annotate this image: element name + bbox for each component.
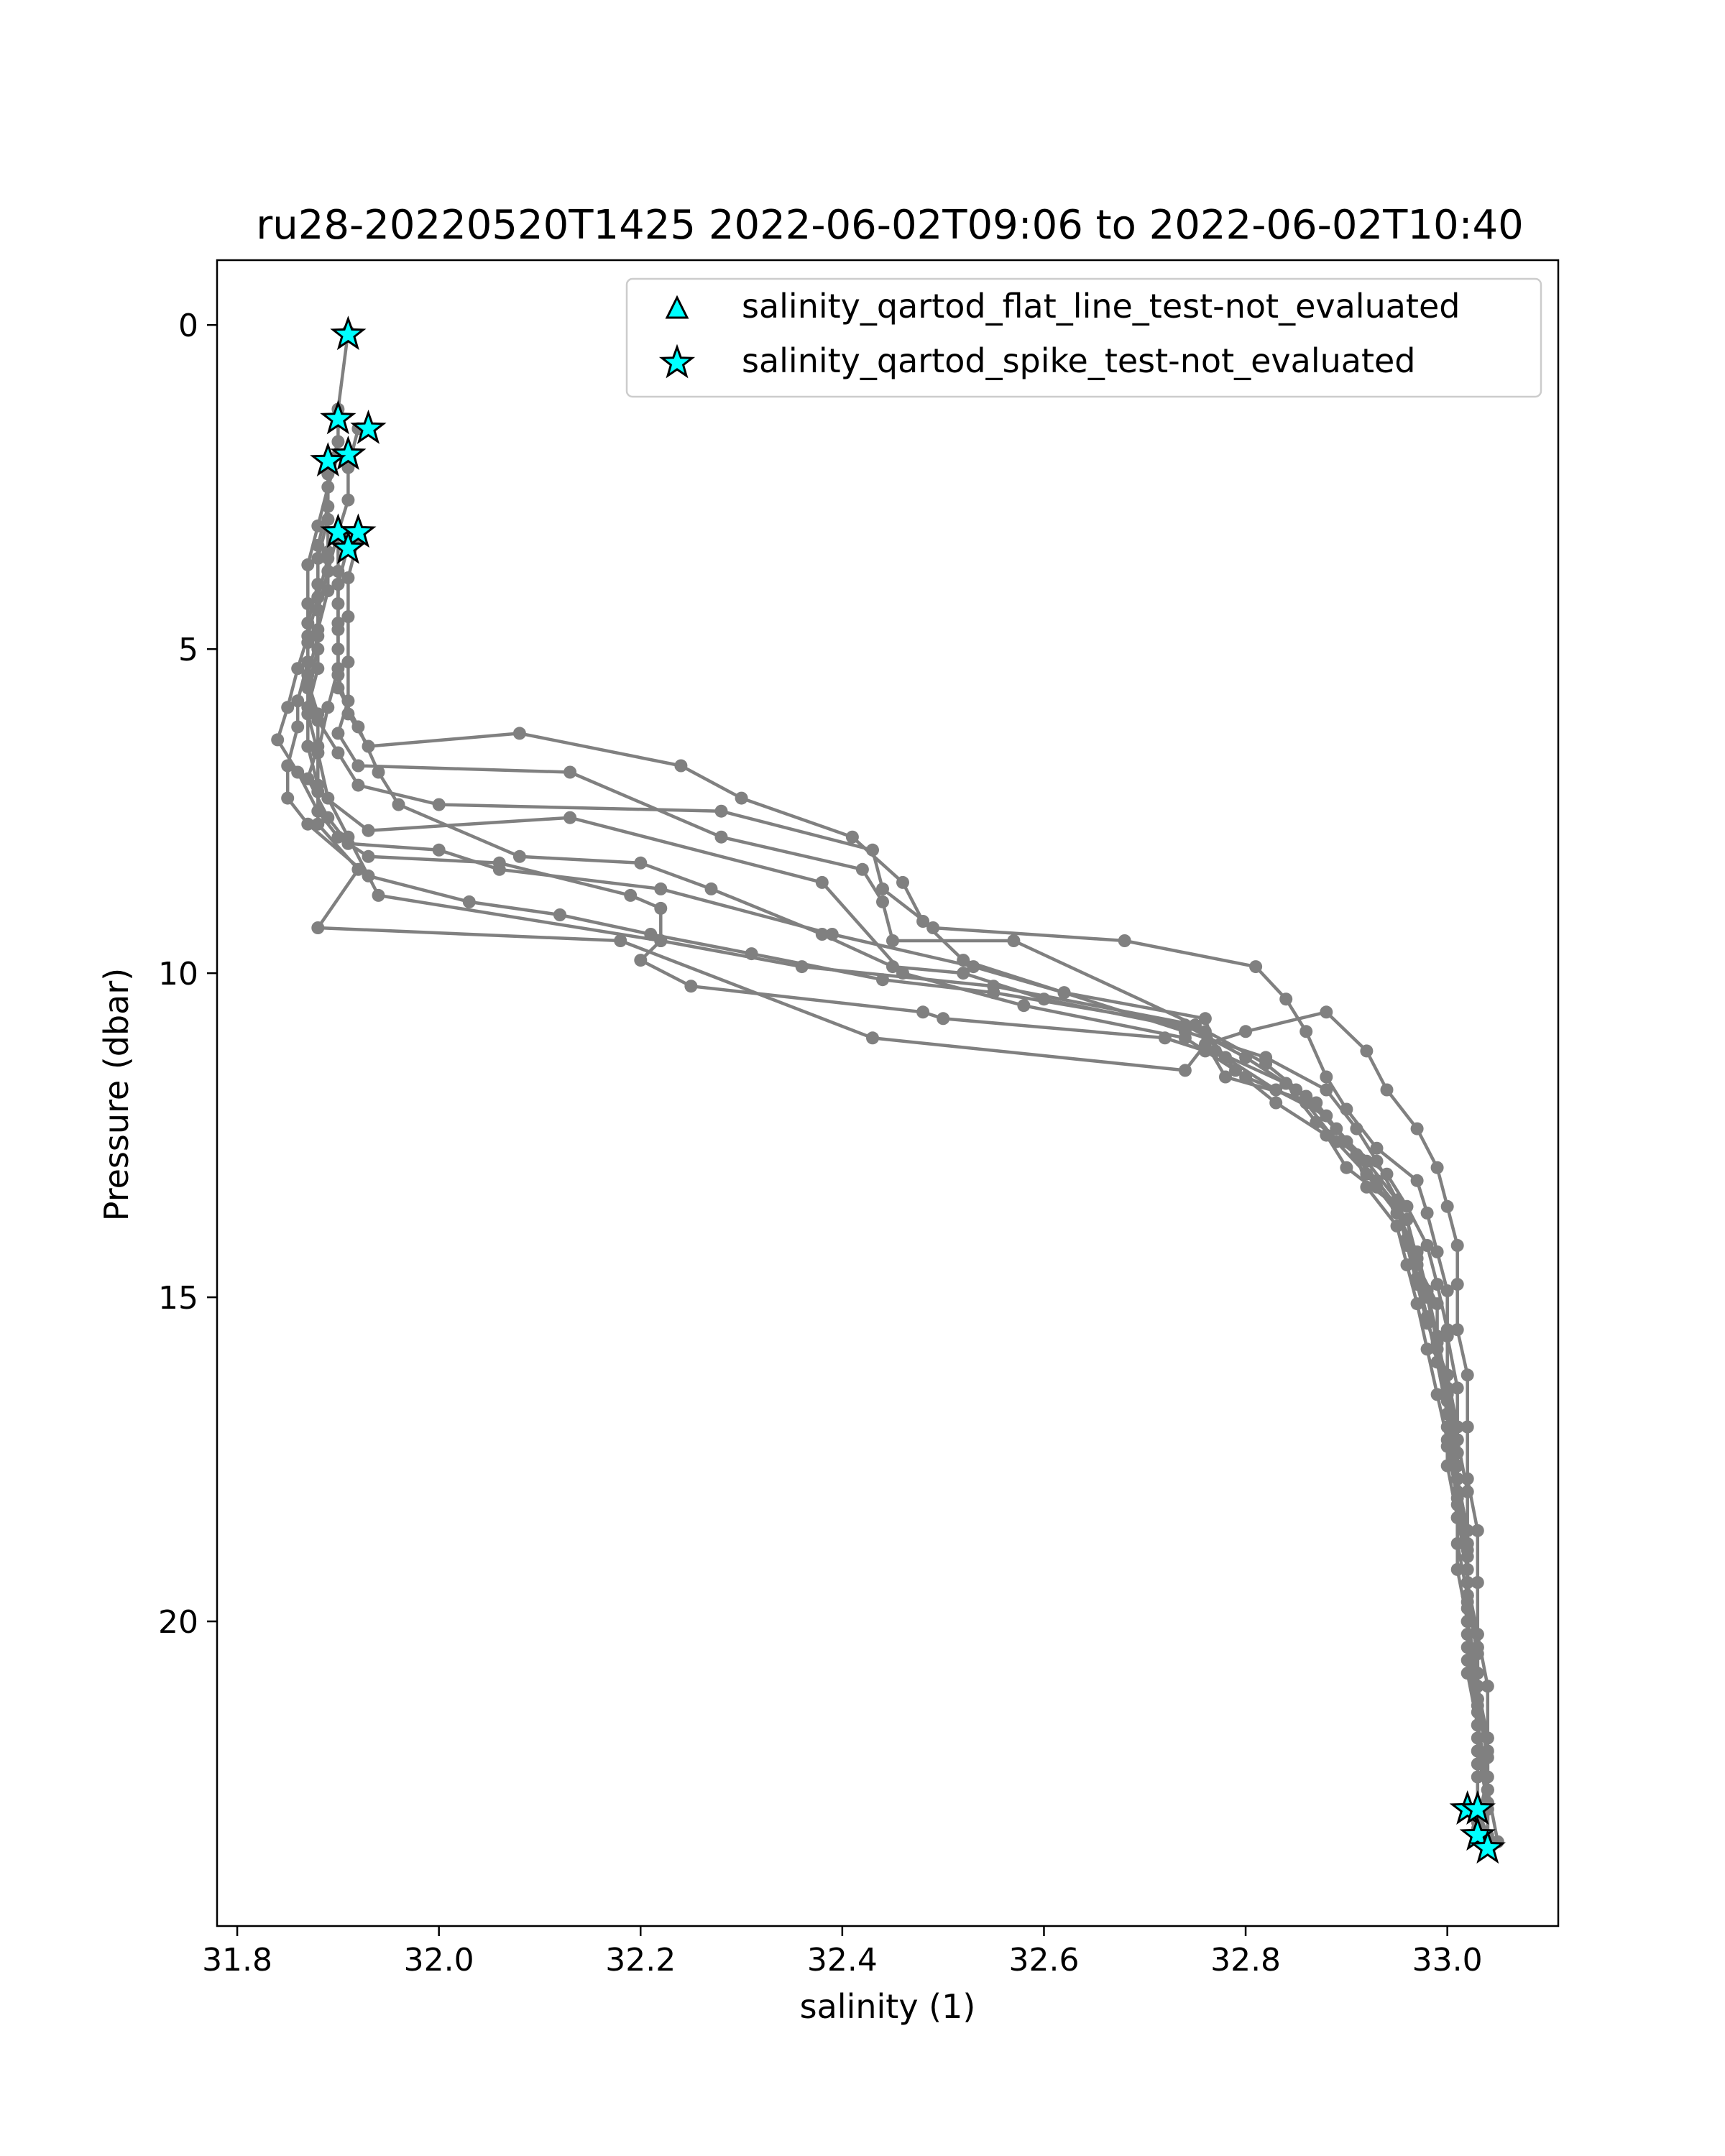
x-tick-label: 32.4 [806,1942,878,1978]
profile-point [1461,1667,1474,1680]
profile-point [321,513,334,526]
y-tick-label: 0 [178,308,198,345]
profile-point [1481,1680,1494,1692]
profile-point [1219,1051,1232,1064]
profile-point [1058,986,1071,999]
profile-point [351,760,364,773]
profile-point [896,967,909,980]
profile-point [1320,1071,1333,1084]
profile-point [1300,1025,1312,1038]
profile-point [301,701,314,714]
x-axis-label: salinity (1) [799,1987,976,2026]
profile-point [271,733,284,746]
profile-point [513,727,526,740]
profile-point [876,895,889,908]
profile-point [1411,1174,1424,1187]
profile-point [1391,1194,1404,1207]
profile-point [1269,1097,1282,1110]
profile-point [321,500,334,513]
profile-point [1431,1161,1444,1174]
profile-point [1340,1161,1353,1174]
x-tick-label: 33.0 [1412,1942,1483,1978]
profile-point [362,824,375,837]
profile-point [321,545,334,558]
profile-point [281,792,294,805]
x-tick-label: 31.8 [202,1942,273,1978]
profile-point [826,928,839,941]
profile-point [331,727,344,740]
profile-point [916,1005,929,1018]
profile-point [1461,1615,1474,1628]
profile-point [896,876,909,889]
profile-point [1179,1064,1192,1077]
profile-point [1360,1044,1373,1057]
profile-point [705,883,718,895]
profile-point [1471,1524,1484,1537]
profile-point [1249,960,1262,973]
profile-point [311,662,324,675]
profile-point [1451,1563,1464,1576]
profile-point [362,740,375,753]
profile-point [331,436,344,448]
profile-point [1179,1025,1192,1038]
x-tick-label: 32.6 [1008,1942,1080,1978]
legend-label-flat-line-test: salinity_qartod_flat_line_test-not_evaluated [742,287,1460,326]
profile-point [715,831,728,844]
y-tick-label: 10 [158,956,198,993]
profile-point [362,850,375,863]
profile-point [341,707,354,720]
profile-point [674,760,687,773]
profile-point [1421,1207,1434,1220]
profile-point [281,760,294,773]
profile-point [1350,1123,1363,1135]
profile-point [1461,1544,1474,1557]
profile-point [634,954,647,967]
profile-point [846,831,859,844]
profile-point [715,805,728,818]
profile-point [634,857,647,870]
profile-point [1451,1239,1464,1252]
profile-point [553,908,566,921]
profile-point [331,747,344,760]
x-tick-label: 32.0 [403,1942,474,1978]
profile-point [1481,1784,1494,1797]
profile-point [392,798,405,811]
profile-point [654,902,667,915]
profile-point [463,895,476,908]
profile-point [311,818,324,831]
profile-point [1159,1031,1172,1044]
profile-point [624,889,637,902]
profile-point [1471,1628,1484,1641]
profile-point [1411,1123,1424,1135]
profile-point [331,668,344,681]
y-tick-label: 15 [158,1280,198,1317]
profile-point [1461,1473,1474,1485]
profile-point [433,798,446,811]
profile-point [513,850,526,863]
profile-point [1320,1084,1333,1097]
profile-point [301,558,314,571]
profile-point [341,831,354,844]
profile-point [1269,1084,1282,1097]
profile-point [311,623,324,636]
profile-point [816,876,829,889]
x-tick-label: 32.2 [605,1942,676,1978]
profile-point [1461,1421,1474,1434]
profile-point [341,494,354,507]
profile-point [1451,1511,1464,1524]
profile-point [351,779,364,792]
profile-point [1461,1368,1474,1381]
profile-point [433,844,446,857]
profile-point [1471,1576,1484,1589]
profile-point [311,921,324,934]
profile-point [1451,1278,1464,1291]
profile-point [1239,1025,1252,1038]
profile-point [1118,934,1131,947]
profile-point [321,792,334,805]
profile-point [1471,1718,1484,1731]
profile-point [564,811,576,824]
chart-title: ru28-20220520T1425 2022-06-02T09:06 to 2022-06-02T10:40 [256,202,1524,249]
profile-point [735,792,748,805]
y-tick-label: 5 [178,632,198,669]
profile-point [351,863,364,876]
profile-point [1259,1051,1272,1064]
profile-point [1481,1731,1494,1744]
profile-point [856,863,869,876]
profile-point [1441,1408,1454,1421]
y-axis-label: Pressure (dbar) [97,967,136,1222]
profile-point [684,980,697,992]
profile-point [1007,934,1020,947]
legend-label-spike-test: salinity_qartod_spike_test-not_evaluated [742,341,1416,380]
profile-point [1401,1233,1414,1245]
profile-point [1381,1084,1394,1097]
profile-point [331,578,344,591]
profile-point [311,779,324,792]
profile-point [493,863,506,876]
profile-point [1451,1323,1464,1336]
profile-point [1279,992,1292,1005]
profile-point [1371,1181,1384,1194]
profile-point [1421,1310,1434,1323]
legend [627,279,1541,397]
profile-point [1411,1271,1424,1284]
profile-point [654,934,667,947]
profile-point [745,947,758,960]
profile-point [1441,1200,1454,1213]
profile-point [957,954,970,967]
profile-point [866,1031,879,1044]
profile-point [301,740,314,753]
profile-point [654,883,667,895]
profile-point [1219,1071,1232,1084]
profile-point [1017,999,1030,1012]
profile-point [1431,1355,1444,1368]
profile-point [1320,1005,1333,1018]
profile-point [937,1012,949,1025]
x-tick-label: 32.8 [1210,1942,1282,1978]
profile-point [886,934,899,947]
profile-point [1320,1110,1333,1123]
profile-point [916,915,929,928]
profile-point [1371,1155,1384,1168]
profile-point [372,889,385,902]
profile-point [564,766,576,779]
profile-point [291,720,304,733]
profile-point [1471,1771,1484,1784]
profile-point [1350,1148,1363,1161]
profile-point [614,934,627,947]
profile-point [321,701,334,714]
profile-point [331,623,344,636]
profile-point [876,973,889,986]
y-tick-label: 20 [158,1604,198,1641]
profile-point [1441,1460,1454,1473]
